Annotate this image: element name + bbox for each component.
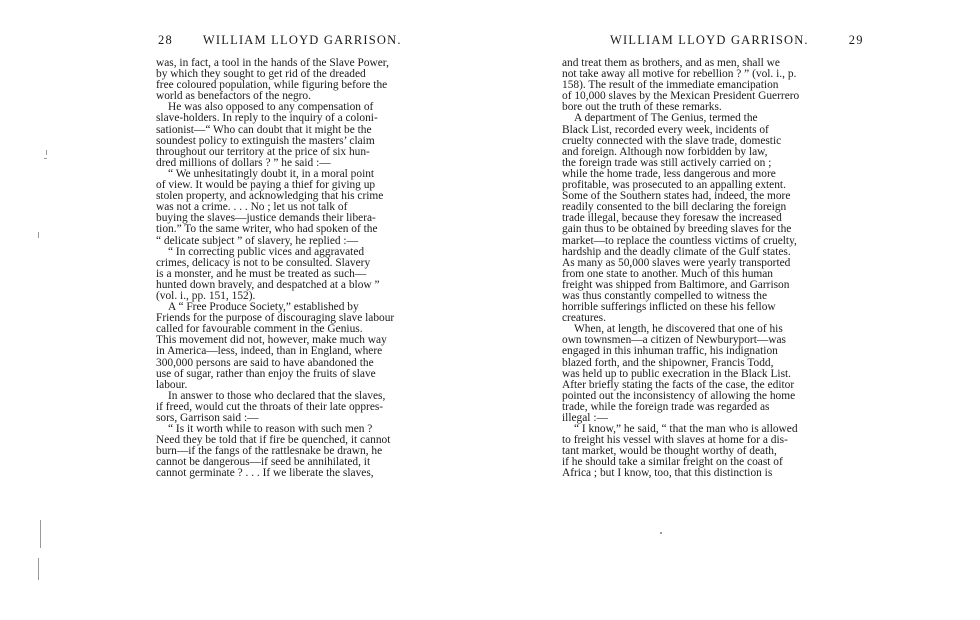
text-line: not take away all motive for rebellion ? ” (vol. i., p. bbox=[562, 69, 797, 81]
text-line: 300,000 persons are said to have abandoned the bbox=[156, 357, 374, 369]
text-line: A “ Free Produce Society,” established by bbox=[168, 302, 359, 314]
right-page-number: 29 bbox=[848, 33, 864, 47]
text-line: Some of the Southern states had, indeed, the more bbox=[562, 191, 791, 203]
text-line: trade illegal, because they foresaw the increased bbox=[562, 213, 782, 225]
text-line: sors, Garrison said :— bbox=[156, 413, 259, 424]
text-line: A department of The Genius, termed the bbox=[574, 113, 758, 125]
text-line: 158). The result of the immediate emancipation bbox=[562, 80, 779, 92]
text-line: buying the slaves—justice demands their libera- bbox=[156, 213, 376, 225]
text-line: trade, while the foreign trade was regarded as bbox=[562, 401, 770, 413]
text-line: Black List, recorded every week, incidents of bbox=[562, 124, 769, 136]
text-line: Africa ; but I know, too, that this distinction is bbox=[562, 468, 773, 480]
text-line: He was also opposed to any compensation of bbox=[168, 102, 374, 114]
text-line: in America—less, indeed, than in England, where bbox=[156, 346, 383, 358]
text-line: “ Is it worth while to reason with such men ? bbox=[168, 424, 373, 436]
text-line: was thus constantly compelled to witness the bbox=[562, 290, 767, 302]
text-line: blazed forth, and the shipowner, Francis Todd, bbox=[562, 357, 774, 369]
text-line: When, at length, he discovered that one of his bbox=[574, 324, 783, 336]
text-line: hunted down bravely, and despatched at a blow ” bbox=[156, 279, 380, 291]
text-line: if he should take a similar freight on the coast of bbox=[562, 457, 783, 469]
text-line: own townsmen—a citizen of Newburyport—was bbox=[562, 335, 786, 347]
text-line: from one state to another. Much of this human bbox=[562, 268, 773, 280]
text-line: profitable, was prosecuted to an appalling extent. bbox=[562, 180, 786, 192]
right-page bbox=[490, 0, 980, 620]
text-line: freight was shipped from Baltimore, and Garrison bbox=[562, 279, 790, 291]
text-line: tant market, would be thought worthy of death, bbox=[562, 446, 777, 458]
text-line: the foreign trade was still actively carried on ; bbox=[562, 157, 772, 169]
right-running-title: WILLIAM LLOYD GARRISON. bbox=[610, 33, 809, 47]
text-line: labour. bbox=[156, 379, 188, 391]
left-body-text bbox=[156, 58, 456, 480]
text-line: slave-holders. In reply to the inquiry of a coloni- bbox=[156, 113, 378, 125]
scan-mark bbox=[660, 532, 662, 534]
text-line: burn—if the fangs of the rattlesnake be drawn, he bbox=[156, 446, 383, 458]
text-line: was, in fact, a tool in the hands of the Slave Power, bbox=[156, 58, 389, 69]
text-line: and treat them as brothers, and as men, shall we bbox=[562, 58, 780, 69]
text-line: to freight his vessel with slaves at home for a dis- bbox=[562, 435, 788, 447]
scan-mark bbox=[40, 520, 41, 548]
text-line: if freed, would cut the throats of their late oppres- bbox=[156, 401, 384, 413]
text-line: This movement did not, however, make much way bbox=[156, 335, 387, 347]
left-running-title: WILLIAM LLOYD GARRISON. bbox=[202, 33, 402, 47]
scan-mark bbox=[38, 558, 39, 580]
text-line: stolen property, and acknowledging that his crime bbox=[156, 191, 384, 203]
text-line: of 10,000 slaves by the Mexican President Guerrero bbox=[562, 91, 800, 103]
text-line: cannot be dangerous—if seed be annihilated, it bbox=[156, 457, 371, 469]
scan-mark bbox=[44, 158, 47, 159]
text-line: “ delicate subject ” of slavery, he replied :— bbox=[156, 235, 358, 247]
text-line: cruelty connected with the slave trade, domestic bbox=[562, 135, 782, 147]
text-line: hardship and the deadly climate of the Gulf states. bbox=[562, 246, 791, 258]
text-line: market—to replace the countless victims of cruelty, bbox=[562, 235, 797, 247]
text-line: “ I know,” he said, “ that the man who is allowed bbox=[574, 424, 798, 436]
text-line: (vol. i., pp. 151, 152). bbox=[156, 290, 256, 302]
scan-mark bbox=[38, 232, 39, 238]
text-line: tion.” To the same writer, who had spoken of the bbox=[156, 224, 378, 236]
text-line: cannot germinate ? . . . If we liberate the slaves, bbox=[156, 468, 374, 480]
text-line: crimes, delicacy is not to be consulted. Slavery bbox=[156, 257, 371, 269]
left-page-number: 28 bbox=[158, 33, 173, 47]
right-running-head bbox=[610, 33, 864, 48]
text-line: pointed out the inconsistency of allowing the home bbox=[562, 390, 796, 402]
left-running-head bbox=[158, 33, 402, 48]
text-line: gain thus to be obtained by breeding slaves for the bbox=[562, 224, 792, 236]
text-line: engaged in this inhuman traffic, his indignation bbox=[562, 346, 778, 358]
text-line: “ In correcting public vices and aggravated bbox=[168, 246, 365, 258]
text-line: by which they sought to get rid of the dreaded bbox=[156, 69, 366, 81]
scan-mark bbox=[46, 150, 47, 155]
text-line: sationist—“ Who can doubt that it might be the bbox=[156, 124, 372, 136]
text-line: As many as 50,000 slaves were yearly transported bbox=[562, 257, 791, 269]
text-line: is a monster, and he must be treated as such— bbox=[156, 268, 367, 280]
text-line: world as benefactors of the negro. bbox=[156, 91, 311, 103]
text-line: of view. It would be paying a thief for giving up bbox=[156, 180, 376, 192]
text-line: called for favourable comment in the Genius. bbox=[156, 324, 363, 336]
text-line: creatures. bbox=[562, 313, 606, 325]
text-line: Need they be told that if fire be quenched, it cannot bbox=[156, 435, 391, 447]
text-line: “ We unhesitatingly doubt it, in a moral point bbox=[168, 168, 375, 180]
text-line: was not a crime. . . . No ; let us not talk of bbox=[156, 202, 348, 214]
text-line: readily consented to the bill declaring the foreign bbox=[562, 202, 787, 214]
text-line: In answer to those who declared that the slaves, bbox=[168, 390, 386, 402]
right-body-text bbox=[562, 58, 862, 480]
text-line: horrible sufferings inflicted on these his fellow bbox=[562, 302, 776, 314]
text-line: After briefly stating the facts of the case, the editor bbox=[562, 379, 795, 391]
text-line: throughout our territory at the price of six hun- bbox=[156, 146, 370, 158]
text-line: free coloured population, while figuring before the bbox=[156, 80, 388, 92]
text-line: dred millions of dollars ? ” he said :— bbox=[156, 157, 331, 169]
text-line: bore out the truth of these remarks. bbox=[562, 102, 722, 114]
text-line: while the home trade, less dangerous and more bbox=[562, 168, 776, 180]
text-line: illegal :— bbox=[562, 413, 608, 424]
text-line: was held up to public execration in the Black List. bbox=[562, 368, 792, 380]
text-line: Friends for the purpose of discouraging slave labour bbox=[156, 313, 395, 325]
text-line: use of sugar, rather than enjoy the fruits of slave bbox=[156, 368, 376, 380]
text-line: soundest policy to extinguish the masters’ claim bbox=[156, 135, 375, 147]
text-line: and foreign. Although now forbidden by law, bbox=[562, 146, 768, 158]
